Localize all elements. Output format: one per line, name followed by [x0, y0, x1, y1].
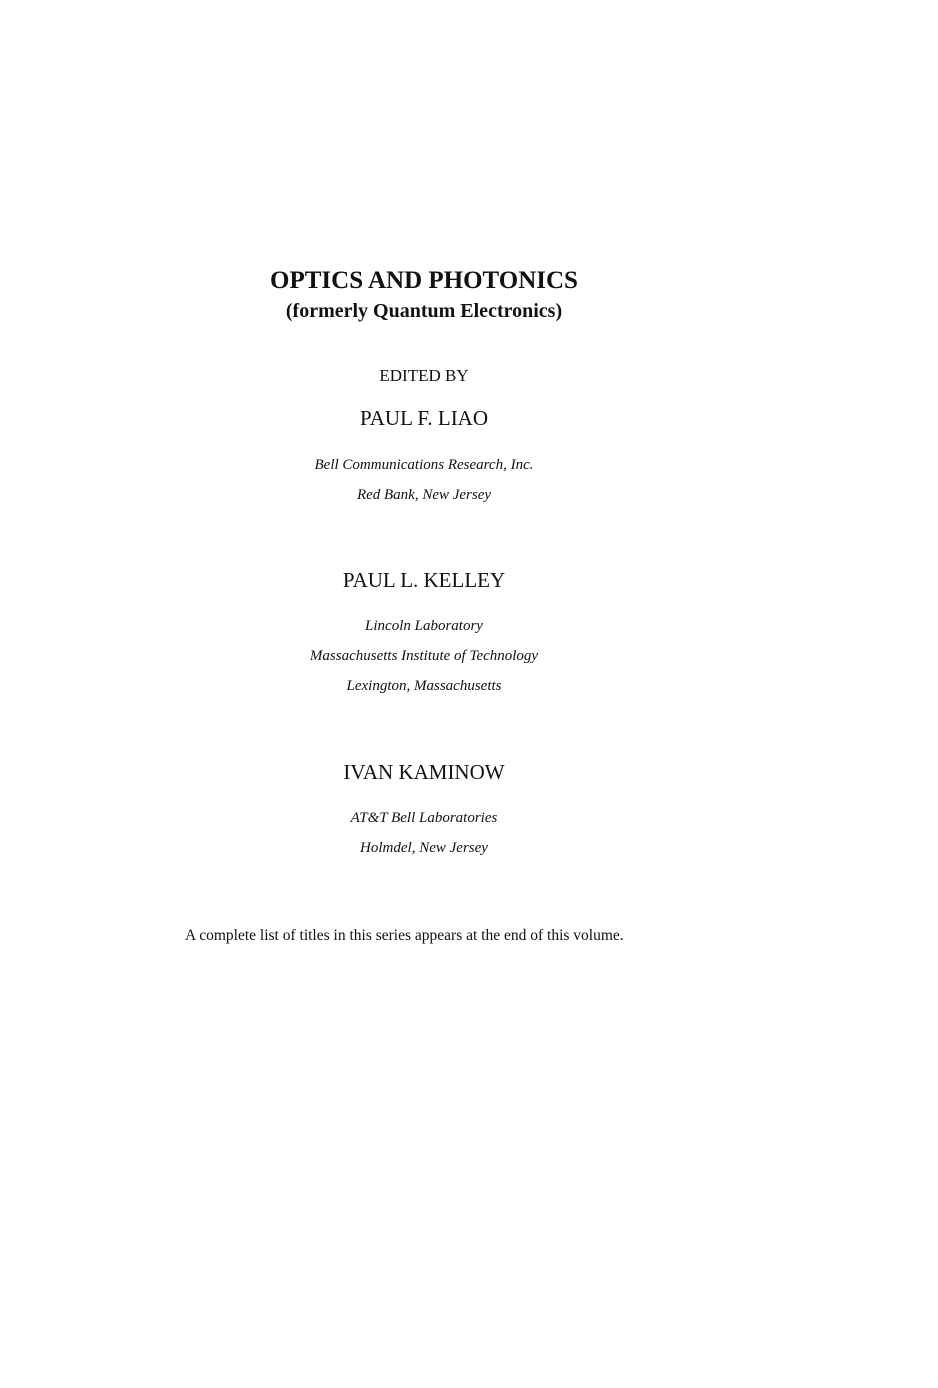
series-note: A complete list of titles in this series appears at the end of this volume. — [185, 927, 624, 944]
editor-name-1: PAUL F. LIAO — [359, 406, 489, 430]
editor-name-2: PAUL L. KELLEY — [342, 568, 506, 592]
editor-2-affiliation-line-1: Lincoln Laboratory — [365, 618, 483, 634]
editor-1-affiliation-line-2: Red Bank, New Jersey — [356, 487, 492, 503]
editor-3-affiliation-line-1: AT&T Bell Laboratories — [350, 810, 498, 826]
series-subtitle: (formerly Quantum Electronics) — [285, 300, 563, 322]
editor-name-3: IVAN KAMINOW — [343, 760, 505, 784]
edited-by-label: EDITED BY — [379, 366, 469, 385]
editor-2-affiliation-line-2: Massachusetts Institute of Technology — [309, 648, 539, 664]
editor-2-affiliation-line-3: Lexington, Massachusetts — [346, 678, 502, 694]
editor-3-affiliation-line-2: Holmdel, New Jersey — [360, 840, 488, 856]
editor-1-affiliation-line-1: Bell Communications Research, Inc. — [314, 457, 534, 473]
series-title: OPTICS AND PHOTONICS — [270, 267, 578, 294]
